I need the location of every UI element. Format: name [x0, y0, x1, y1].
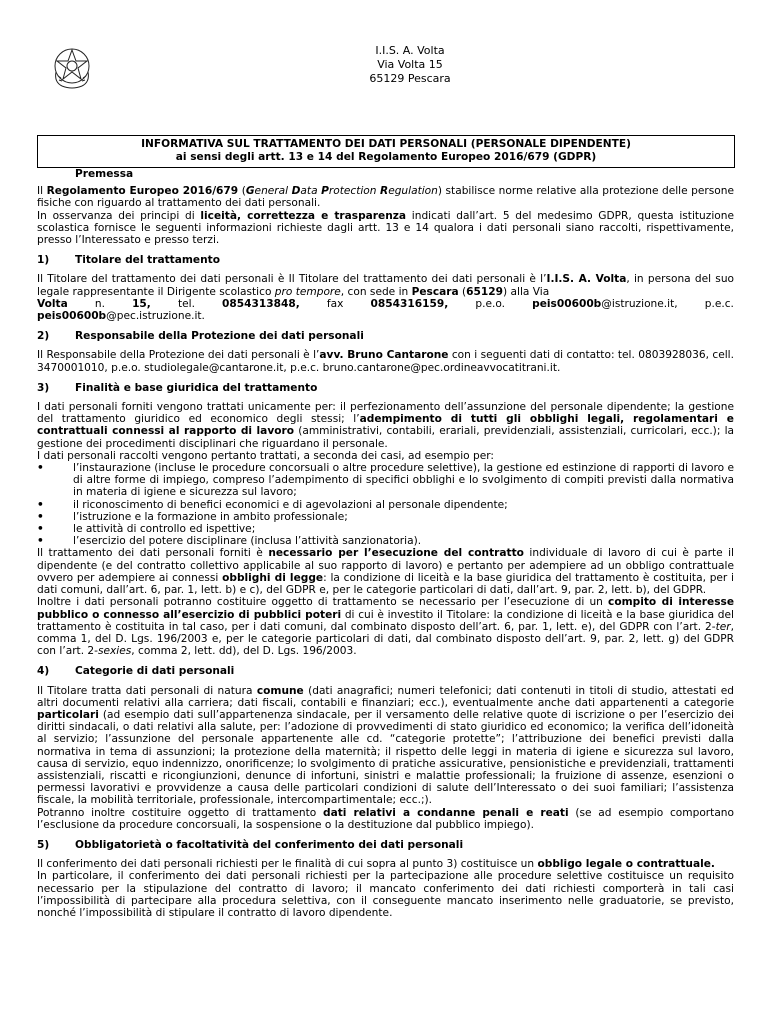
- section-3-paragraph-2: I dati personali raccolti vengono pertanto trattati, a seconda dei casi, ad esempio per:: [37, 449, 495, 462]
- section-3-paragraph-4: Inoltre i dati personali potranno costituire oggetto di trattamento se necessario per l’esecuzione di un compito di interesse pubblico o connesso all’esercizio di pubblici poteri di cui è investito il Titolare: la condizione di liceità e la base giuridica del trattamento è costituita in tal caso, per i dati comuni, dal combinato disposto dell’art. 6, par. 1, lett. e), del GDPR con l’art. 2-ter, comma 1, del D. Lgs. 196/2003 e, per le categorie particolari di dati, dal combinato disposto dell’art. 9, par. 2, lett. g) del GDPR con l’art. 2-sexies, comma 2, lett. dd), del D. Lgs. 196/2003.: [37, 596, 735, 658]
- contact-fax: 0854316159,: [370, 297, 449, 310]
- list-item: • l’esercizio del potere disciplinare (inclusa l’attività sanzionatoria).: [37, 535, 422, 548]
- premessa-paragraph-1: Il Regolamento Europeo 2016/679 (General Data Protection Regulation) stabilisce norme relative alla protezione delle persone fisiche con riguardo al trattamento dei dati personali.: [37, 185, 734, 210]
- section-2-heading: 2) Responsabile della Protezione dei dati personali: [37, 330, 364, 343]
- contact-n: n.: [94, 297, 105, 310]
- section-3-paragraph-1: I dati personali forniti vengono trattati unicamente per: il perfezionamento dell’assunzione del personale dipendente; la gestione del trattamento giuridico ed economico degli stessi; l’adempimento di tutti gli obblighi legali, regolamentari e contrattuali connessi al rapporto di lavoro (amministrativi, contabili, erariali, previdenziali, assistenziali, curricolari, ecc.); la gestione dei procedimenti disciplinari che riguardano il personale.: [37, 401, 734, 450]
- section-4-heading: 4) Categorie di dati personali: [37, 665, 235, 678]
- list-item: • l’instaurazione (incluse le procedure concorsuali o altre procedure selettive), la gestione ed estinzione di rapporti di lavoro e di altre forme di impiego, compreso l’adempimento di specifici obblighi e lo svolgimento di compiti previsti dalla normativa in materia di igiene e sicurezza sul lavoro;: [37, 462, 734, 499]
- section-5-heading: 5) Obbligatorietà o facoltatività del conferimento dei dati personali: [37, 838, 464, 851]
- contact-pec-label: p.e.c.: [704, 297, 734, 310]
- contact-number: 15,: [132, 297, 151, 310]
- contact-tel-label: tel.: [177, 297, 195, 310]
- section-3-heading: 3) Finalità e base giuridica del trattamento: [37, 381, 318, 394]
- section-5-paragraph-1: Il conferimento dei dati personali richiesti per le finalità di cui sopra al punto 3) costituisce un obbligo legale o contrattuale.: [37, 858, 715, 871]
- contact-peo-label: p.e.o.: [475, 297, 506, 310]
- contact-tel: 0854313848,: [222, 297, 300, 310]
- list-item: • il riconoscimento di benefici economici e di agevolazioni al personale dipendente;: [37, 498, 508, 511]
- document-title: [37, 135, 735, 168]
- section-1-paragraph: Il Titolare del trattamento dei dati personali è Il Titolare del trattamento dei dati personali è l’I.I.S. A. Volta, in persona del suo legale rappresentante il Dirigente scolastico pro tempore, con sede in Pescara (65129) alla Via: [37, 273, 735, 298]
- list-item: • le attività di controllo ed ispettive;: [37, 523, 256, 536]
- section-2-paragraph: Il Responsabile della Protezione dei dati personali è l’avv. Bruno Cantarone con i seguenti dati di contatto: tel. 0803928036, cell. 3470001010, p.e.o. studiolegale@cantarone.it, p.e.c. bruno.cantarone@pec.ordineavvocatitrani.it.: [37, 349, 734, 374]
- section-1-contact-row: [37, 298, 734, 310]
- bullet-icon: •: [37, 535, 44, 548]
- section-3-paragraph-3: Il trattamento dei dati personali forniti è necessario per l’esecuzione del contratto individuale di lavoro di cui è parte il dipendente (e del contratto collettivo applicabile al suo rapporto di lavoro) e pertanto per adempiere ad un obbligo contrattuale ovvero per adempiere ai connessi obblighi di legge: la condizione di liceità e la base giuridica del trattamento è costituita, per i dati comuni, dall’art. 6, par. 1, lett. b) e c), del GDPR e, per le categorie particolari di dati, dall’art. 9, par. 2, lett. b), del GDPR.: [37, 547, 734, 597]
- section-1-heading: 1) Titolare del trattamento: [37, 254, 220, 267]
- school-city: 65129 Pescara: [369, 72, 451, 85]
- list-item: • l’istruzione e la formazione in ambito professionale;: [37, 510, 348, 523]
- bullet-icon: •: [37, 523, 44, 536]
- republic-emblem-icon: [50, 44, 94, 90]
- contact-fax-label: fax: [326, 297, 344, 310]
- school-name: I.I.S. A. Volta: [375, 44, 445, 57]
- section-4-paragraph-1: Il Titolare tratta dati personali di natura comune (dati anagrafici; numeri telefonici; dati contenuti in titoli di studio, attestati ed altri documenti relativi alla carriera; dati fiscali, contabili e finanziari; ecc.), eventualmente anche dati appartenenti a categorie particolari (ad esempio dati sull’appartenenza sindacale, per il versamento delle relative quote di iscrizione o per l’esercizio dei diritti sindacali, o dati relativi alla salute, per: l’adozione di provvedimenti di stato giuridico ed economico; la verifica dell’idoneità al servizio; l’assunzione del personale appartenente alle cd. “categorie protette”; l’attribuzione dei benefici previsti dalla normativa in tema di assunzioni; la protezione della maternità; il rispetto delle leggi in materia di igiene e sicurezza sul lavoro, causa di servizio, equo indennizzo, onorificenze; lo svolgimento di pratiche assicurative, pensionistiche e previdenziali, trattamenti assistenziali, riscatti e ricongiunzioni, denunce di infortuni, sinistri e malattie professionali; la fruizione di assenze, esenzioni o permessi lavorativi e provvidenze a causa delle particolari condizioni di salute dell’Interessato o dei suoi familiari; l’assistenza fiscale, la mobilità territoriale, professionale, intercompartimentale; ecc.;).: [37, 684, 734, 807]
- bullet-icon: •: [37, 510, 44, 523]
- contact-peo: peis00600b@istruzione.it,: [532, 297, 678, 310]
- school-street: Via Volta 15: [377, 58, 443, 71]
- premessa-paragraph-2: In osservanza dei principi di liceità, correttezza e trasparenza indicati dall’art. 5 del medesimo GDPR, questa istituzione scolastica fornisce le seguenti informazioni richieste dagli artt. 13 e 14 qualora i dati personali siano raccolti, rispettivamente, presso l’Interessato e presso terzi.: [37, 209, 734, 247]
- bullet-icon: •: [37, 498, 44, 511]
- contact-via: Volta: [37, 297, 68, 310]
- premessa-heading: Premessa: [75, 168, 134, 180]
- title-line-2: ai sensi degli artt. 13 e 14 del Regolamento Europeo 2016/679 (GDPR): [175, 151, 597, 163]
- document-body: [37, 168, 734, 919]
- section-4-paragraph-2: Potranno inoltre costituire oggetto di trattamento dati relativi a condanne penali e reati (se ad esempio comportano l’esclusione da procedure concorsuali, la sospensione o la destituzione dal pubblico impiego).: [37, 806, 735, 831]
- section-5-paragraph-2: In particolare, il conferimento dei dati personali richiesti per la partecipazione alle procedure selettive costituisce un requisito necessario per la stipulazione del contratto di lavoro; il mancato conferimento dei dati richiesti comporterà in tali casi l’impossibilità di partecipare alla procedura selettiva, con il conseguente mancato inserimento nelle graduatorie, se previsto, nonché l’impossibilità di stipulare il contratto di lavoro dipendente.: [37, 870, 734, 919]
- title-line-1: INFORMATIVA SUL TRATTAMENTO DEI DATI PERSONALI (PERSONALE DIPENDENTE): [141, 138, 631, 150]
- school-address: [310, 44, 510, 86]
- bullet-icon: •: [37, 462, 44, 475]
- section-1-pec: peis00600b@pec.istruzione.it.: [37, 310, 205, 323]
